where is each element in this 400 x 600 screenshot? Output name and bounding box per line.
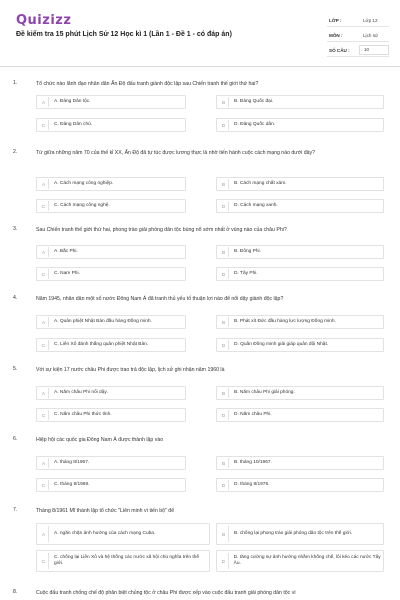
option-a[interactable]: [36, 177, 186, 191]
question-number: 4.: [13, 295, 18, 301]
option-b[interactable]: [216, 315, 384, 329]
option-text: D. Năm châu Phi.: [234, 412, 272, 417]
option-text: B. tháng 10/1967.: [234, 460, 272, 465]
question-number: 1.: [13, 80, 18, 86]
option-letter: A: [39, 526, 49, 542]
option-text: C. chống lại Liên Xô và hệ thống các nước xã hội chủ nghĩa trên thế giới.: [53, 555, 199, 566]
option-letter: D: [219, 120, 229, 130]
option-letter: D: [219, 480, 229, 490]
question-text: Cuộc đấu tranh chống chế độ phân biệt chủng tộc ở châu Phi được xếp vào cuộc đấu tranh giải phóng dân tộc vì: [36, 590, 296, 596]
option-letter: D: [219, 553, 229, 569]
option-a[interactable]: [36, 523, 210, 545]
option-a[interactable]: [36, 386, 186, 400]
option-b[interactable]: [216, 523, 384, 545]
question-text: Hiệp hội các quốc gia Đông Nam Á được thành lập vào: [36, 437, 164, 443]
option-a[interactable]: [36, 245, 186, 259]
option-b[interactable]: [216, 456, 384, 470]
option-letter: D: [219, 201, 229, 211]
option-d[interactable]: [216, 408, 384, 422]
option-a[interactable]: [36, 456, 186, 470]
option-letter: C: [39, 340, 49, 350]
option-d[interactable]: [216, 338, 384, 352]
option-d[interactable]: [216, 199, 384, 213]
option-letter: A: [39, 97, 49, 107]
option-letter: A: [39, 388, 49, 398]
question-number: 2.: [13, 149, 18, 155]
question-text: Tổ chức nào lãnh đạo nhân dân Ấn Độ đấu tranh giành độc lập sau Chiến tranh thế giới thứ hai?: [36, 81, 259, 87]
question-text: Sau Chiến tranh thế giới thứ hai, phong trào giải phóng dân tộc bùng nổ sớm nhất ở vùng nào của châu Phi?: [36, 227, 287, 233]
option-text: A. Cách mạng công nghiệp.: [54, 181, 114, 186]
option-d[interactable]: [216, 478, 384, 492]
meta-label: LỚP :: [329, 17, 342, 23]
option-c[interactable]: [36, 478, 186, 492]
question-text: Từ giữa những năm 70 của thế kỉ XX, Ấn Độ đã tự túc được lương thực là nhờ tiến hành cuộc cách mạng nào dưới đây?: [36, 150, 316, 156]
option-text: D. Cách mạng xanh.: [234, 203, 278, 208]
question-text: Tháng 8/1961 Mĩ thành lập tổ chức "Liên minh vì tiến bộ" để: [36, 508, 175, 514]
option-text: D. Đảng Quốc dân.: [234, 122, 276, 127]
option-b[interactable]: [216, 386, 384, 400]
option-letter: A: [39, 179, 49, 189]
option-letter: A: [39, 317, 49, 327]
meta-value: 10: [359, 45, 389, 55]
option-text: D. tăng cường sự ảnh hưởng nhằm khống chế, lôi kéo các nước Tây Âu.: [233, 555, 381, 566]
header-divider: [0, 66, 400, 67]
option-text: C. Cách mạng công nghệ.: [54, 203, 110, 208]
option-text: C. Liên Xô đánh thắng quân phiệt Nhật Bản.: [54, 342, 149, 347]
option-a[interactable]: [36, 315, 186, 329]
option-a[interactable]: [36, 95, 186, 109]
option-b[interactable]: [216, 95, 384, 109]
option-letter: C: [39, 480, 49, 490]
option-text: C. tháng 9/1968.: [54, 482, 90, 487]
question-number: 8.: [13, 589, 18, 595]
option-text: C. Năm châu Phi thức tỉnh.: [54, 412, 112, 417]
option-text: C. Nam Phi.: [54, 271, 80, 276]
option-text: B. Đảng Quốc đại.: [234, 99, 274, 104]
option-letter: C: [39, 269, 49, 279]
question-number: 6.: [13, 436, 18, 442]
option-letter: C: [39, 201, 49, 211]
option-c[interactable]: [36, 118, 186, 132]
option-text: A. Năm châu Phi nổi dậy.: [54, 390, 108, 395]
option-text: C. Đảng Dân chủ.: [54, 122, 93, 127]
option-d[interactable]: [216, 550, 384, 572]
meta-label: MÔN :: [329, 32, 343, 38]
question-text: Năm 1945, nhân dân một số nước Đông Nam Á đã tranh thủ yếu tố thuận lợi nào để nổi dậy giành độc lập?: [36, 296, 284, 302]
option-text: B. Năm châu Phi giải phóng.: [234, 390, 295, 395]
option-letter: B: [219, 526, 229, 542]
option-c[interactable]: [36, 338, 186, 352]
meta-row-count: [327, 44, 389, 57]
option-letter: B: [219, 247, 229, 257]
option-letter: A: [39, 247, 49, 257]
meta-label: SỐ CÂU :: [329, 47, 350, 53]
option-text: A. tháng 8/1967.: [54, 460, 90, 465]
meta-row-subject: [327, 29, 389, 42]
option-b[interactable]: [216, 177, 384, 191]
option-letter: C: [39, 120, 49, 130]
option-text: B. chống lại phong trào giải phóng dân tộc trên thế giới.: [234, 531, 353, 536]
meta-row-class: [327, 14, 389, 27]
question-number: 5.: [13, 366, 18, 372]
option-c[interactable]: [36, 408, 186, 422]
option-text: D. Tây Phi.: [234, 271, 258, 276]
meta-value: Lịch sử: [363, 32, 379, 38]
option-letter: D: [219, 340, 229, 350]
option-c[interactable]: [36, 550, 210, 572]
option-text: A. Bắc Phi.: [54, 249, 78, 254]
option-d[interactable]: [216, 118, 384, 132]
option-letter: D: [219, 269, 229, 279]
option-text: D. Quân Đồng minh giải giáp quân đội Nhật.: [234, 342, 329, 347]
option-c[interactable]: [36, 267, 186, 281]
option-b[interactable]: [216, 245, 384, 259]
question-number: 7.: [13, 507, 18, 513]
option-letter: B: [219, 317, 229, 327]
page-title: Đề kiểm tra 15 phút Lịch Sử 12 Học kì 1 (Lần 1 - Đề 1 - có đáp án): [16, 31, 232, 38]
option-text: B. Phát xít Đức đầu hàng lực lượng Đồng minh.: [234, 319, 336, 324]
option-letter: C: [39, 553, 49, 569]
option-c[interactable]: [36, 199, 186, 213]
header: [0, 0, 400, 62]
option-text: A. ngăn chặn ảnh hưởng của cách mạng Cuba.: [54, 531, 156, 536]
option-letter: B: [219, 97, 229, 107]
meta-panel: [327, 14, 389, 59]
option-text: B. Đông Phi.: [234, 249, 261, 254]
question-text: Với sự kiện 17 nước châu Phi được trao trả độc lập, lịch sử ghi nhận năm 1960 là: [36, 367, 225, 373]
option-text: A. Quân phiệt Nhật Bản đầu hàng Đồng minh.: [54, 319, 152, 324]
meta-value: Lớp 12: [363, 17, 378, 23]
quizizz-logo[interactable]: Quizizz: [16, 13, 72, 28]
question-number: 3.: [13, 226, 18, 232]
option-text: A. Đảng Dân tộc.: [54, 99, 91, 104]
option-text: B. Cách mạng chất xám.: [234, 181, 287, 186]
option-letter: D: [219, 410, 229, 420]
option-text: D. tháng 8/1976.: [234, 482, 270, 487]
option-letter: B: [219, 458, 229, 468]
option-letter: B: [219, 179, 229, 189]
option-letter: B: [219, 388, 229, 398]
option-letter: C: [39, 410, 49, 420]
option-letter: A: [39, 458, 49, 468]
option-d[interactable]: [216, 267, 384, 281]
